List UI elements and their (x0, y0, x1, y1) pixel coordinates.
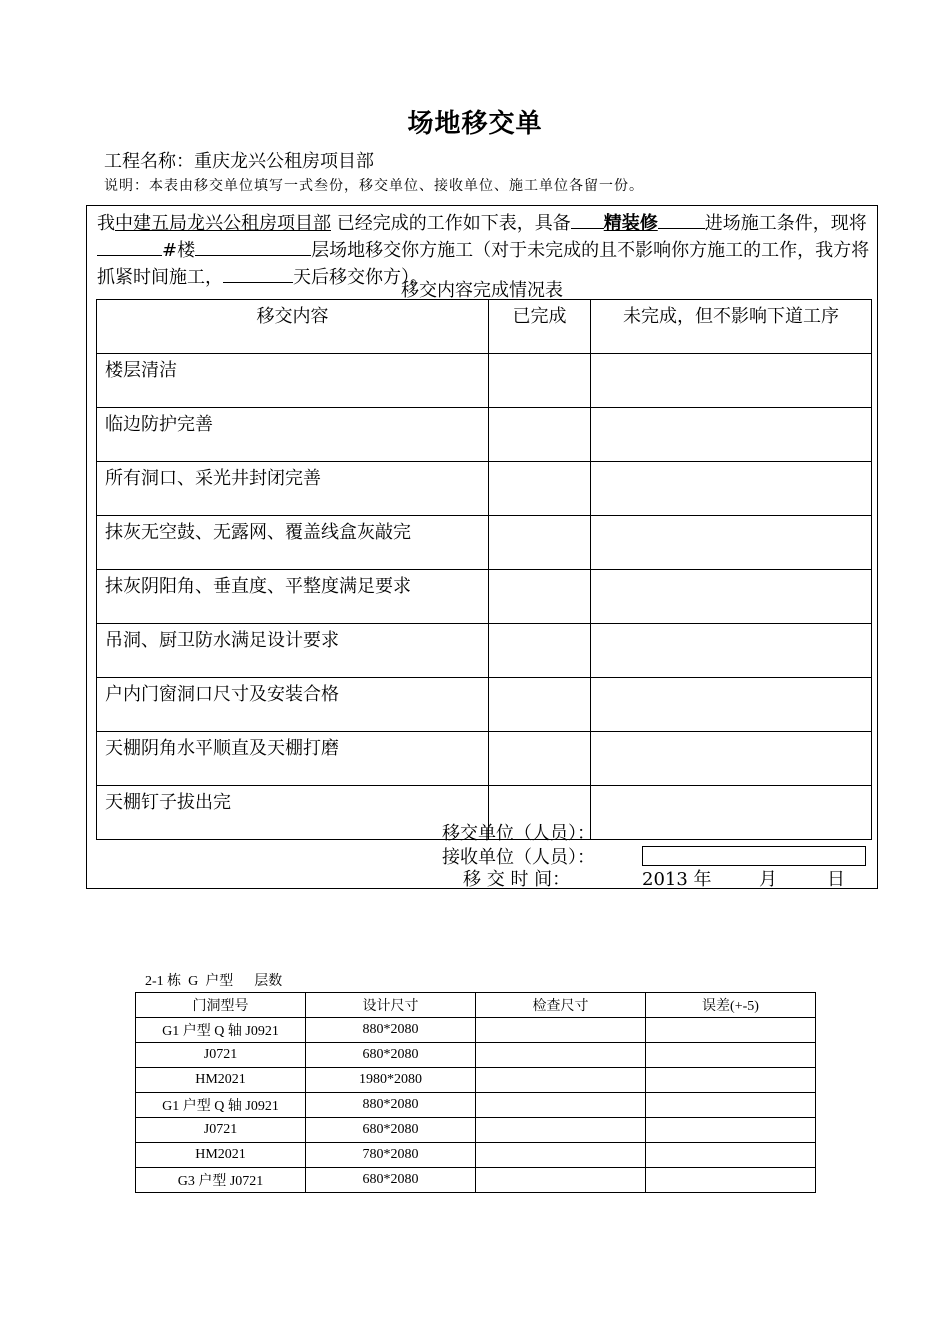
completed-cell (489, 516, 591, 570)
header-error: 误差(+-5) (646, 993, 816, 1018)
completed-cell (489, 624, 591, 678)
table-row (136, 1043, 816, 1068)
error-value (646, 1143, 816, 1168)
design-size: 1980*2080 (306, 1068, 476, 1093)
table-row (97, 624, 872, 678)
check-size (476, 1168, 646, 1193)
table-row (136, 1143, 816, 1168)
error-value (646, 1043, 816, 1068)
check-size (476, 1068, 646, 1093)
table-row (136, 1118, 816, 1143)
header-design-size: 设计尺寸 (306, 993, 476, 1018)
check-size (476, 1043, 646, 1068)
uncompleted-cell (591, 624, 872, 678)
building-blank (97, 236, 162, 256)
error-value (646, 1018, 816, 1043)
item-label: 天棚阴角水平顺直及天棚打磨 (97, 732, 489, 786)
header-content: 移交内容 (97, 300, 489, 354)
sizes-header-row (136, 993, 816, 1018)
completed-cell (489, 354, 591, 408)
door-type: HM2021 (136, 1143, 306, 1168)
header-check-size: 检查尺寸 (476, 993, 646, 1018)
check-size (476, 1018, 646, 1043)
table-header-row (97, 300, 872, 354)
completed-cell (489, 570, 591, 624)
intro-text-1: 我 (97, 213, 115, 234)
error-value (646, 1068, 816, 1093)
design-size: 680*2080 (306, 1043, 476, 1068)
blank-line (571, 209, 604, 229)
handover-year: 2013 年 (642, 869, 712, 890)
sizes-caption: 2-1 栋 G 户型 层数 (145, 974, 283, 989)
item-label: 户内门窗洞口尺寸及安装合格 (97, 678, 489, 732)
table-row (97, 516, 872, 570)
error-value (646, 1118, 816, 1143)
item-label: 抹灰无空鼓、无露网、覆盖线盒灰敲完 (97, 516, 489, 570)
check-size (476, 1118, 646, 1143)
table-row (136, 1093, 816, 1118)
intro-text-5: 层场地移交你方施工（对于未完成的且不影响你方施工的工作，我方将抓紧时间施工， (97, 240, 870, 288)
item-label: 楼层清洁 (97, 354, 489, 408)
uncompleted-cell (591, 732, 872, 786)
blank-line (658, 209, 705, 229)
table-row (97, 354, 872, 408)
header-door-type: 门洞型号 (136, 993, 306, 1018)
floor-blank (195, 236, 311, 256)
uncompleted-cell (591, 516, 872, 570)
door-type: G1 户型 Q 轴 J0921 (136, 1093, 306, 1118)
item-label: 吊洞、厨卫防水满足设计要求 (97, 624, 489, 678)
completed-cell (489, 678, 591, 732)
check-size (476, 1093, 646, 1118)
table-row (136, 1168, 816, 1193)
handover-signature-label: 移交单位（人员）： (442, 823, 595, 844)
table-row (97, 408, 872, 462)
handover-unit: 中建五局龙兴公租房项目部 (115, 213, 331, 234)
table-row (97, 462, 872, 516)
item-label: 临边防护完善 (97, 408, 489, 462)
check-size (476, 1143, 646, 1168)
handover-month: 月 (759, 869, 777, 890)
item-label: 抹灰阴阳角、垂直度、平整度满足要求 (97, 570, 489, 624)
intro-text-6: 天后移交你方）。 (293, 267, 428, 288)
intro-text-4: #楼 (162, 240, 196, 261)
instruction-note: 说明：本表由移交单位填写一式叁份，移交单位、接收单位、施工单位各留一份。 (104, 178, 644, 194)
item-label: 天棚钉子拔出完 (97, 786, 489, 840)
table-row (97, 678, 872, 732)
completed-cell (489, 462, 591, 516)
completed-cell (489, 732, 591, 786)
design-size: 680*2080 (306, 1168, 476, 1193)
door-type: J0721 (136, 1118, 306, 1143)
document-title: 场地移交单 (407, 109, 543, 139)
uncompleted-cell (591, 354, 872, 408)
table-row (97, 570, 872, 624)
intro-text-2: 已经完成的工作如下表，具备 (336, 213, 571, 234)
project-name: 工程名称：重庆龙兴公租房项目部 (104, 151, 374, 172)
error-value (646, 1093, 816, 1118)
uncompleted-cell (591, 678, 872, 732)
receiver-signature-box (642, 846, 866, 866)
completed-cell (489, 408, 591, 462)
table-title: 移交内容完成情况表 (401, 280, 563, 301)
intro-text-3: 进场施工条件，现将 (704, 213, 867, 234)
uncompleted-cell (591, 570, 872, 624)
design-size: 880*2080 (306, 1018, 476, 1043)
handover-time-label: 移 交 时 间： (463, 869, 571, 890)
uncompleted-cell (591, 786, 872, 840)
door-type: G1 户型 Q 轴 J0921 (136, 1018, 306, 1043)
door-type: J0721 (136, 1043, 306, 1068)
door-type: G3 户型 J0721 (136, 1168, 306, 1193)
door-size-table (135, 992, 816, 1193)
receiver-signature-label: 接收单位（人员）： (442, 847, 595, 868)
uncompleted-cell (591, 408, 872, 462)
uncompleted-cell (591, 462, 872, 516)
handover-form (86, 205, 878, 889)
table-row (136, 1018, 816, 1043)
header-uncompleted: 未完成，但不影响下道工序 (591, 300, 872, 354)
handover-day: 日 (827, 869, 845, 890)
design-size: 880*2080 (306, 1093, 476, 1118)
error-value (646, 1168, 816, 1193)
door-type: HM2021 (136, 1068, 306, 1093)
handover-table (96, 299, 872, 840)
work-scope: 精装修 (603, 213, 658, 234)
table-row (97, 732, 872, 786)
design-size: 680*2080 (306, 1118, 476, 1143)
table-row (136, 1068, 816, 1093)
item-label: 所有洞口、采光井封闭完善 (97, 462, 489, 516)
header-completed: 已完成 (489, 300, 591, 354)
design-size: 780*2080 (306, 1143, 476, 1168)
